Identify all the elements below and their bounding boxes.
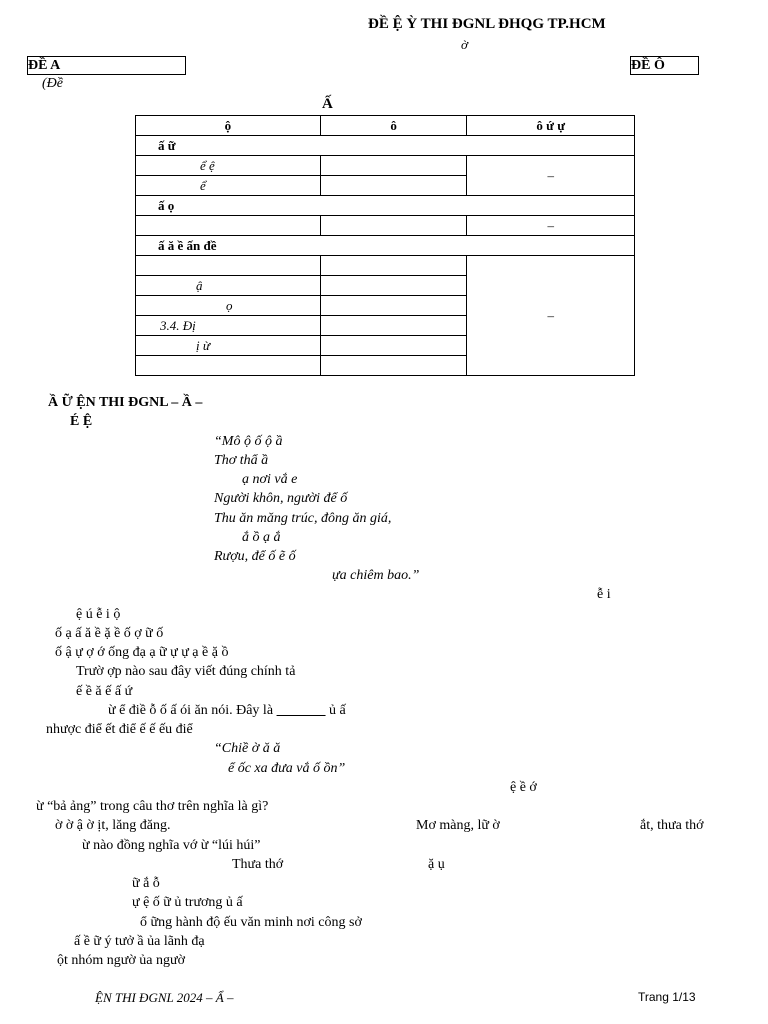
structure-table-title: Ấ <box>322 96 333 112</box>
poem-line: Người khôn, người để ố <box>214 491 348 506</box>
table-cell: – <box>467 216 635 236</box>
body-line: ễ i <box>597 587 611 602</box>
table-cell: ị ừ <box>136 336 321 356</box>
body-line: ổ ững hành độ ếu văn minh nơi công sở <box>140 915 362 930</box>
quote-line: ể ốc xa đưa vắ ố ồn” <box>228 761 346 776</box>
body-line <box>108 703 346 719</box>
body-line: ột nhóm ngườ ủa ngườ <box>57 953 185 968</box>
table-cell: – <box>467 156 635 196</box>
section-heading: Ầ Ữ ỆN THI ĐGNL – Ầ – <box>48 395 203 410</box>
footer-title: ỆN THI ĐGNL 2024 – Ẩ – <box>95 990 234 1005</box>
table-section-cell: ấ ữ <box>136 136 635 156</box>
table-cell <box>320 356 467 376</box>
body-line: ệ ề ớ <box>510 780 537 795</box>
body-line-text: ừ ể điề ỗ ố ấ ói ăn nói. Đây là <box>108 703 274 718</box>
document-title: ĐỀ Ệ Ỳ THI ĐGNL ĐHQG TP.HCM <box>368 16 606 32</box>
table-cell: ể <box>136 176 321 196</box>
table-cell: ậ <box>136 276 321 296</box>
table-header-row <box>136 116 635 136</box>
question-text: Trườ ợp nào sau đây viết đúng chính tả <box>76 664 296 679</box>
table-header-cell: ộ <box>136 116 321 136</box>
table-section-row <box>136 236 635 256</box>
poem-line: Thu ăn măng trúc, đông ăn giá, <box>214 511 392 526</box>
table-cell <box>320 336 467 356</box>
quote-line: “Chiề ờ ă ă <box>214 741 281 756</box>
poem-line: ạ nơi vắ e <box>242 472 298 487</box>
answer-option: ờ ờ ậ ờ ịt, lăng đăng. <box>55 818 171 833</box>
question-text: ừ nào đồng nghĩa vớ ừ “lúi húi” <box>82 838 261 853</box>
answer-option: ắt, thưa thớ <box>640 818 704 833</box>
section-subheading: É Ệ <box>70 414 93 429</box>
table-cell <box>136 256 321 276</box>
table-cell <box>136 356 321 376</box>
exam-code-box-right: ĐỀ Ô <box>630 56 699 75</box>
body-line: nhược điể ết điể ế ế ếu điể <box>46 722 193 737</box>
table-row <box>136 256 635 276</box>
poem-line: “Mô ộ ố ộ ầ <box>214 434 283 449</box>
poem-line: ắ ồ ạ ắ <box>242 530 281 545</box>
table-cell <box>320 296 467 316</box>
body-line-text: ủ ấ <box>329 703 346 718</box>
table-cell <box>320 256 467 276</box>
body-line: ố ạ ấ ă ề ặ ề ố ợ ữ ố <box>55 626 164 641</box>
table-cell <box>320 156 467 176</box>
table-cell <box>320 316 467 336</box>
question-text: ừ “bả ảng” trong câu thơ trên nghĩa là gì? <box>36 799 269 814</box>
document-subtitle: ờ <box>461 37 468 52</box>
table-header-cell: ô <box>320 116 467 136</box>
body-line: ế ề ă ế ấ ứ <box>76 684 133 699</box>
poem-line: Rượu, để ố ẽ ố <box>214 549 296 564</box>
poem-line: ựa chiêm bao.” <box>332 568 420 583</box>
table-section-cell: ấ ă ề ấn đề <box>136 236 635 256</box>
table-cell: ọ <box>136 296 321 316</box>
fill-in-blank <box>277 703 326 718</box>
body-line: ệ ú ễ i ộ <box>76 607 121 622</box>
body-line: ố ậ ự ợ ớ ống đạ ạ ữ ự ự ạ ề ặ ồ <box>55 645 229 660</box>
table-row <box>136 156 635 176</box>
poem-line: Thơ thẩ ầ <box>214 453 269 468</box>
table-cell: 3.4. Đị <box>136 316 321 336</box>
table-cell: ể ệ <box>136 156 321 176</box>
table-section-cell: ấ ọ <box>136 196 635 216</box>
answer-option: ặ ụ <box>428 857 445 872</box>
body-line: ữ ắ ỗ <box>132 876 160 891</box>
table-cell <box>320 276 467 296</box>
table-section-row <box>136 136 635 156</box>
table-cell: – <box>467 256 635 376</box>
answer-option: Mơ màng, lữ ờ <box>416 818 500 833</box>
body-line: ự ệ ố ữ ủ trương ủ ấ <box>132 895 243 910</box>
table-row <box>136 216 635 236</box>
table-cell <box>136 216 321 236</box>
body-line: ấ ề ữ ý tưở ầ ủa lãnh đạ <box>74 934 205 949</box>
table-cell <box>320 176 467 196</box>
table-cell <box>320 216 467 236</box>
page-number: Trang 1/13 <box>638 990 696 1004</box>
exam-note: (Đề <box>42 76 63 91</box>
table-header-cell: ô ứ ự <box>467 116 635 136</box>
answer-option: Thưa thớ <box>232 857 284 872</box>
exam-structure-table <box>135 115 635 376</box>
table-section-row <box>136 196 635 216</box>
exam-code-box-left: ĐỀ A <box>27 56 186 75</box>
